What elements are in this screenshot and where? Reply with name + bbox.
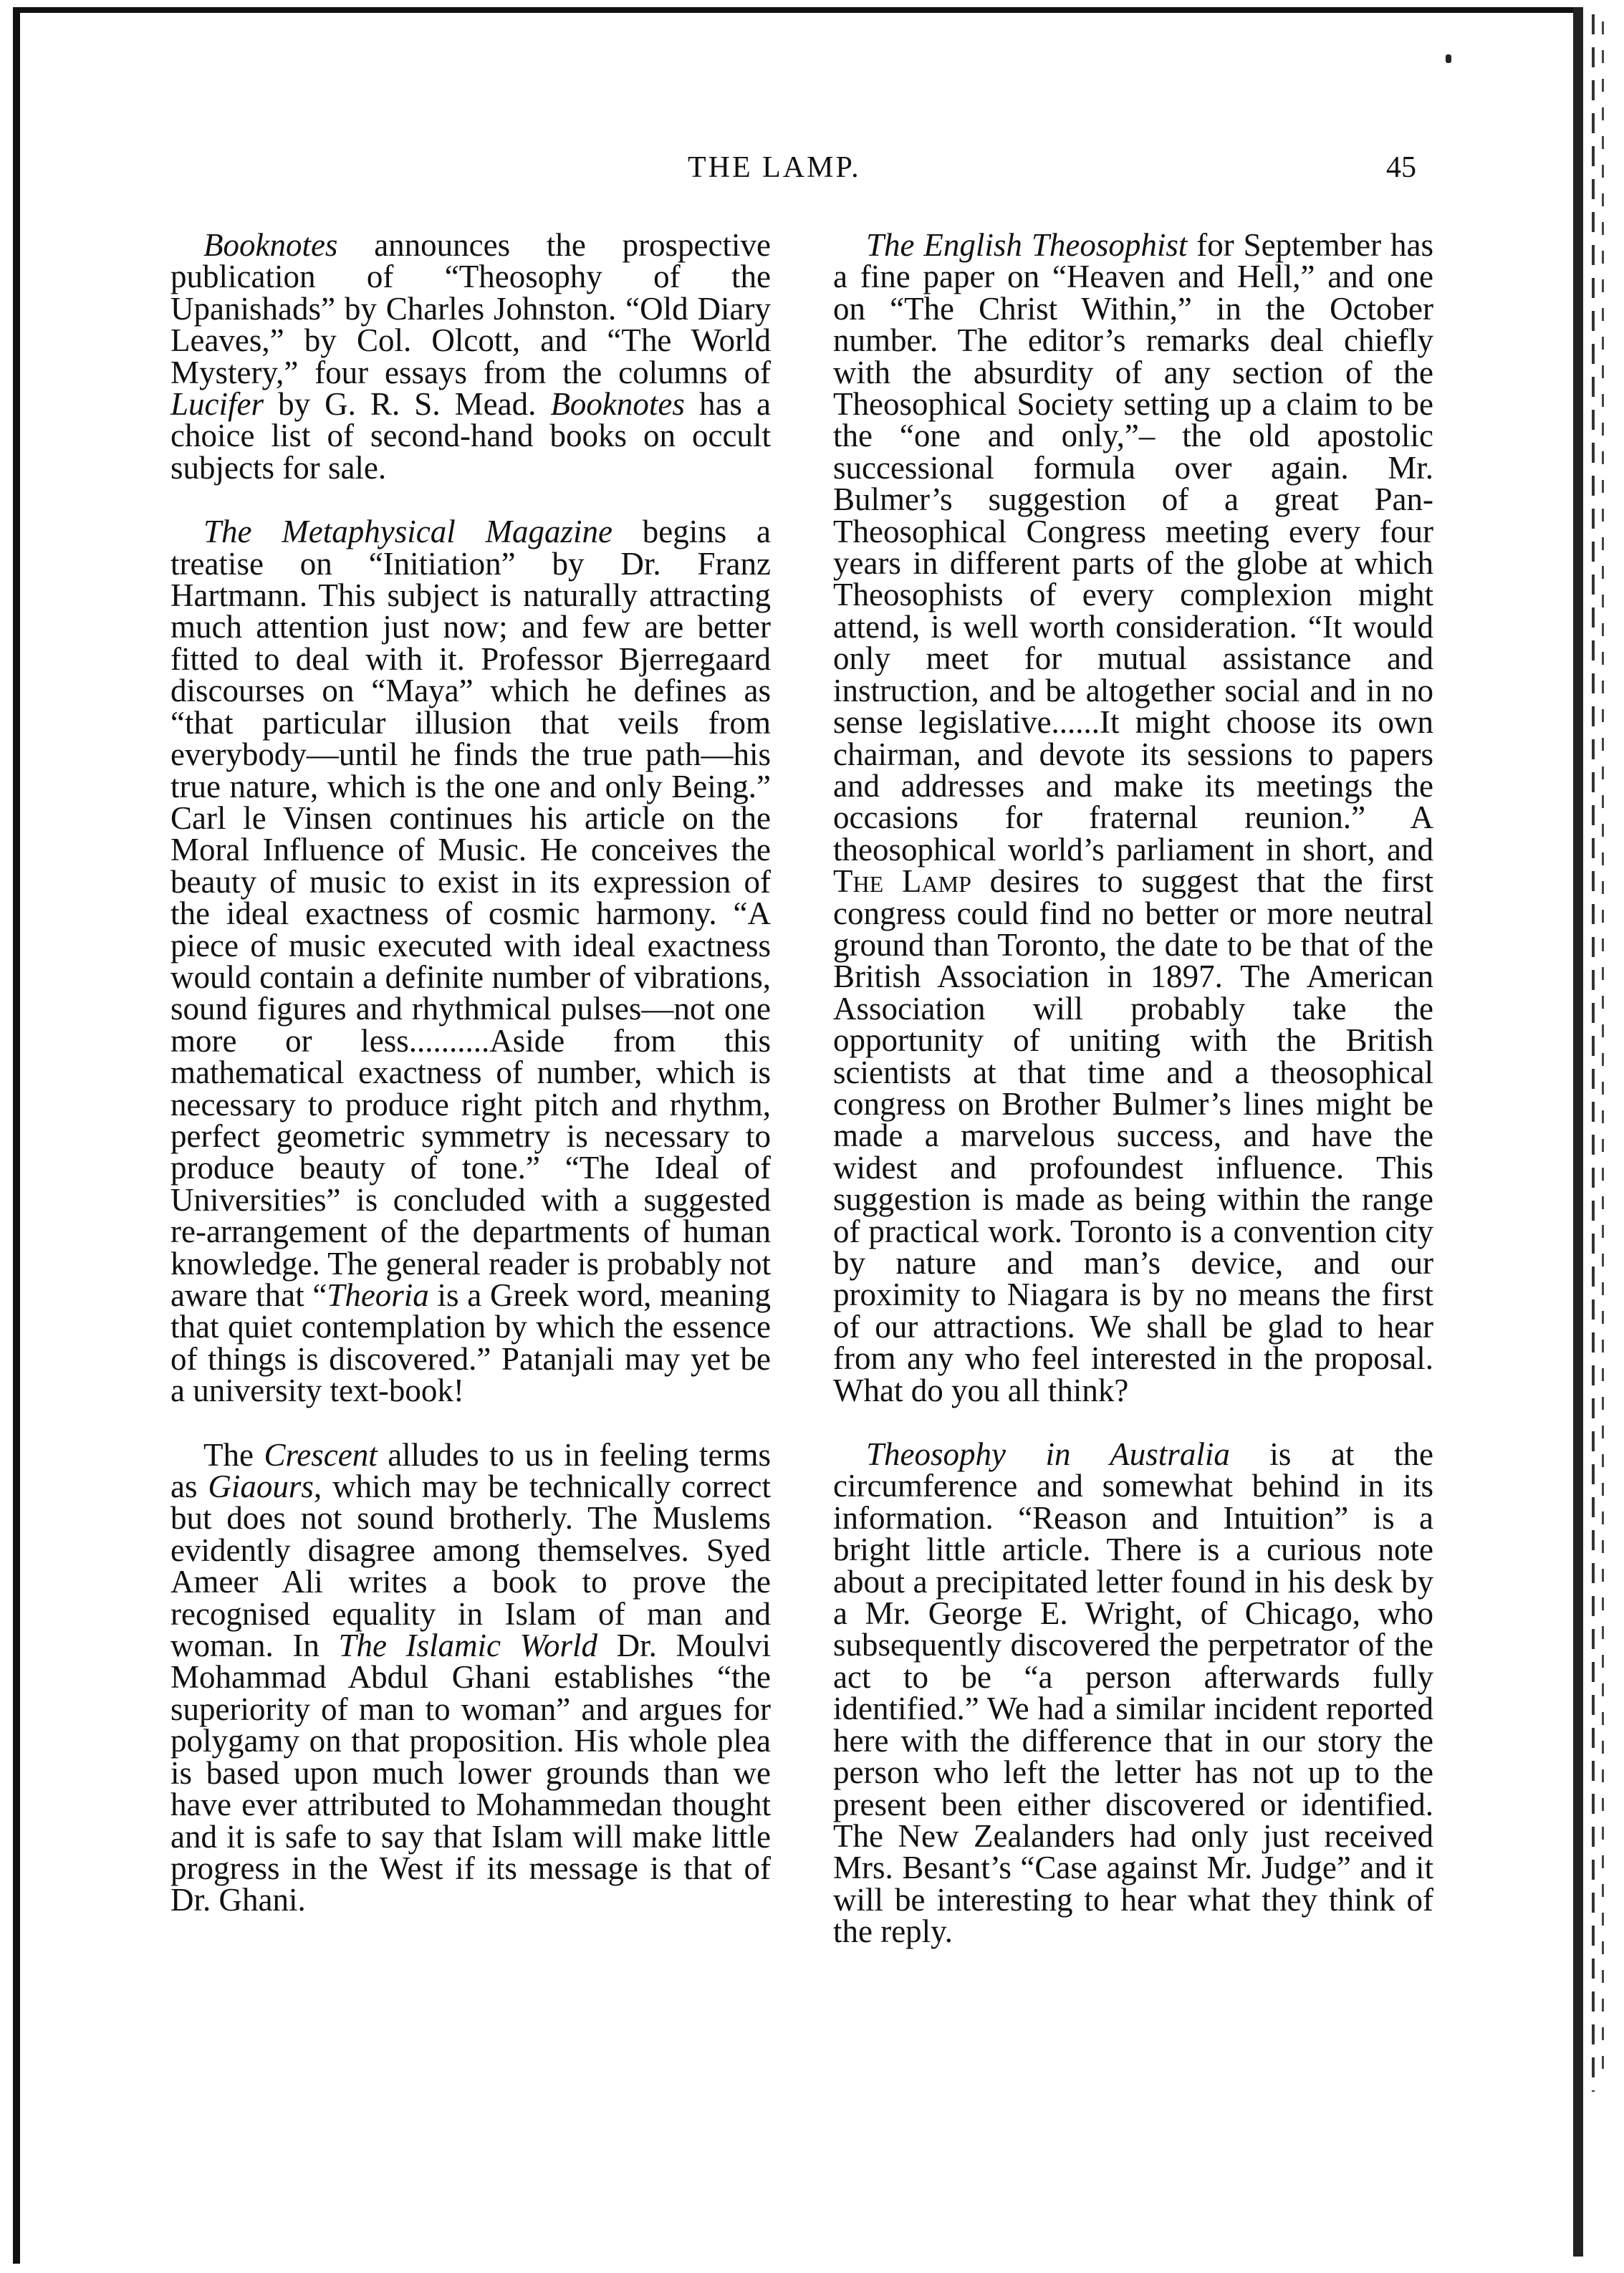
publication-title: Theosophy in Australia: [866, 1436, 1230, 1473]
paragraph-text: is a Greek word, meaning that quiet contemplation by which the essence of things is discovered.” Patanjali may yet be a university text-book!: [170, 1277, 771, 1409]
paragraph-booknotes: [170, 229, 771, 484]
paragraph-theosophy-in-australia: [833, 1438, 1433, 1948]
page-edge-shadow-outer: [1602, 21, 1604, 2085]
paragraph-text: announces the prospective publication of “Theosophy of the Upanishads” by Charles Johnston. “Old Diary Leaves,” by Col. Olcott, and “The World Mystery,” four essays from the columns of: [170, 227, 771, 390]
magazine-name: The Lamp: [833, 863, 971, 900]
paragraph-text: The: [203, 1436, 264, 1473]
publication-title: Lucifer: [170, 386, 264, 423]
paragraph-text: begins a treatise on “Initiation” by Dr. Franz Hartmann. This subject is naturally attracting much attention just now; and few are better fitted to deal with it. Professor Bjerregaard discourses on “Maya” which he defines as “that particular illusion that veils from everybody—until he finds the true path—his true nature, which is the one and only Being.” Carl le Vinsen continues his article on the Moral Influence of Music. He conceives the beauty of music to exist in its expression of the ideal exactness of cosmic harmony. “A piece of music executed with ideal exactness would contain a definite number of vibrations, sound figures and rhythmical pulses—not one more or less..........Aside from this mathematical exactness of number, which is necessary to produce right pitch and rhythm, perfect geometric symmetry is necessary to produce beauty of tone.” “The Ideal of Universities” is concluded with a suggested re-arrangement of the departments of human knowledge. The general reader is probably not aware that “: [170, 514, 771, 1313]
page-title: THE LAMP.: [688, 151, 861, 184]
page-border-right: [1573, 7, 1583, 2257]
page-border-left: [13, 7, 20, 2264]
publication-title: Booknotes: [550, 386, 685, 423]
paragraph-text: , which may be technically correct but does not sound brotherly. The Muslems evidently disagree among themselves. Syed Ameer Ali writes a book to prove the recognised equality in Islam of man and woman. In: [170, 1469, 771, 1664]
paragraph-text: Dr. Moulvi Mohammad Abdul Ghani establishes “the superiority of man to woman” and argues for polygamy on that proposition. His whole plea is based upon much lower grounds than we have ever attributed to Mohammedan thought and it is safe to say that Islam will make little progress in the West if its message is that of Dr. Ghani.: [170, 1628, 771, 1918]
ink-mark: [1446, 54, 1451, 63]
paragraph-text: for September has a fine paper on “Heaven and Hell,” and one on “The Christ Within,” in the October number. The editor’s remarks deal chiefly with the absurdity of any section of the Theosophical Society setting up a claim to be the “one and only,”– the old apostolic successional formula over again. Mr. Bulmer’s suggestion of a great Pan-Theosophical Congress meeting every four years in different parts of the globe at which Theosophists of every complexion might attend, is well worth consideration. “It would only meet for mutual assistance and instruction, and be altogether social and in no sense legislative......It might choose its own chairman, and devote its sessions to papers and addresses and make its meetings the occasions for fraternal reunion.” A theosophical world’s parliament in short, and: [833, 227, 1433, 868]
emphasis-term: Giaours: [208, 1469, 314, 1505]
paragraph-text: by G. R. S. Mead.: [264, 386, 551, 423]
emphasis-term: Theoria: [327, 1277, 429, 1313]
publication-title: The Metaphysical Magazine: [203, 514, 612, 550]
publication-title: The Islamic World: [338, 1628, 597, 1664]
paragraph-text: has a choice list of second-hand books on occult subjects for sale.: [170, 386, 771, 486]
right-column: [833, 229, 1433, 1948]
page-edge-shadow: [1592, 14, 1595, 2092]
page-number: 45: [1386, 151, 1416, 184]
running-head: [0, 150, 1624, 193]
publication-title: The English Theosophist: [866, 227, 1188, 263]
publication-title: Booknotes: [203, 227, 338, 263]
paragraph-text: desires to suggest that the first congress could find no better or more neutral ground than Toronto, the date to be that of the British Association in 1897. The American Association will probably take the opportunity of uniting with the British scientists at that time and a theosophical congress on Brother Bulmer’s lines might be made a marvelous success, and have the widest and profoundest influence. This suggestion is made as being within the range of practical work. Toronto is a convention city by nature and man’s device, and our proximity to Niagara is by no means the first of our attractions. We shall be glad to hear from any who feel interested in the proposal. What do you all think?: [833, 863, 1434, 1408]
paragraph-crescent: [170, 1436, 771, 1918]
page-border-top: [16, 7, 1577, 13]
paragraph-text: is at the circumference and somewhat behind in its information. “Reason and Intuition” is a bright little article. There is a curious note about a precipitated letter found in his desk by a Mr. George E. Wright, of Chicago, who subsequently discovered the perpetrator of the act to be “a person afterwards fully identified.” We had a similar incident reported here with the difference that in our story the person who left the letter has not up to the present been either discovered or identified. The New Zealanders had only just received Mrs. Besant’s “Case against Mr. Judge” and it will be interesting to hear what they think of the reply.: [833, 1436, 1433, 1950]
paragraph-text: alludes to us in feeling terms as: [170, 1436, 771, 1505]
paragraph-metaphysical-magazine: [170, 514, 771, 1409]
publication-title: Crescent: [264, 1436, 378, 1473]
left-column: [170, 229, 771, 1916]
paragraph-english-theosophist: [833, 229, 1433, 1406]
